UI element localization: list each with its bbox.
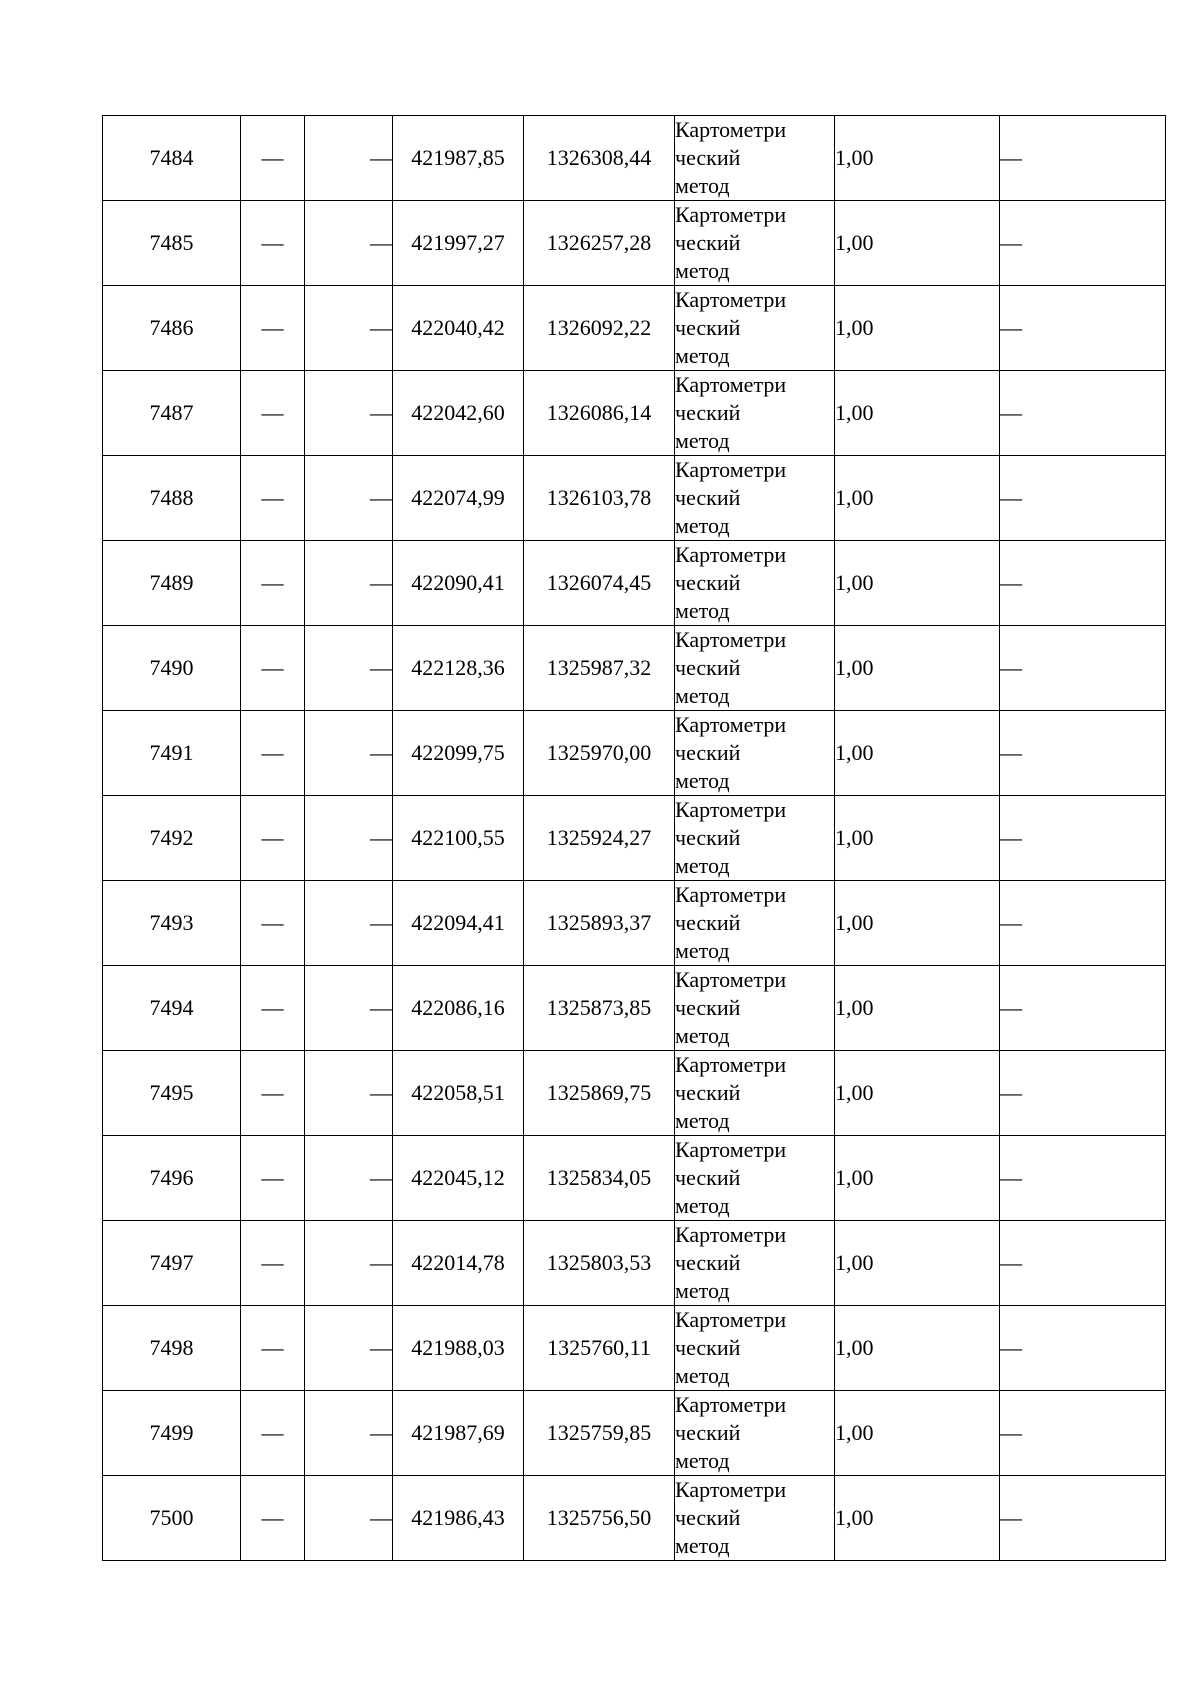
empty-dash-cell: — (241, 456, 305, 541)
accuracy-cell: 1,00 (835, 626, 1000, 711)
method-cell (675, 116, 835, 201)
empty-dash-cell: — (241, 1136, 305, 1221)
method-text-line: ческий (675, 1420, 741, 1445)
x-coordinate-cell: 422014,78 (393, 1221, 524, 1306)
y-coordinate-cell: 1325756,50 (524, 1476, 675, 1561)
empty-dash-cell: — (305, 1136, 393, 1221)
accuracy-cell: 1,00 (835, 371, 1000, 456)
empty-dash-cell: — (305, 796, 393, 881)
empty-dash-cell: — (1000, 1136, 1166, 1221)
empty-dash-cell: — (305, 286, 393, 371)
method-text-line: Картометри (675, 202, 787, 227)
method-text-line: ческий (675, 1335, 741, 1360)
point-number-cell: 7487 (103, 371, 241, 456)
empty-dash-cell: — (305, 626, 393, 711)
x-coordinate-cell: 422128,36 (393, 626, 524, 711)
method-text-line: ческий (675, 995, 741, 1020)
empty-dash-cell: — (305, 1476, 393, 1561)
method-text-line: метод (675, 258, 730, 283)
y-coordinate-cell: 1325893,37 (524, 881, 675, 966)
point-number-cell: 7490 (103, 626, 241, 711)
method-cell (675, 1051, 835, 1136)
empty-dash-cell: — (1000, 116, 1166, 201)
method-cell (675, 456, 835, 541)
accuracy-cell: 1,00 (835, 286, 1000, 371)
table-row (103, 1136, 1166, 1221)
method-text-line: ческий (675, 1165, 741, 1190)
empty-dash-cell: — (1000, 1391, 1166, 1476)
method-text-line: метод (675, 1108, 730, 1133)
method-text-line: ческий (675, 230, 741, 255)
accuracy-cell: 1,00 (835, 1391, 1000, 1476)
empty-dash-cell: — (1000, 201, 1166, 286)
table-row (103, 456, 1166, 541)
y-coordinate-cell: 1326308,44 (524, 116, 675, 201)
y-coordinate-cell: 1326092,22 (524, 286, 675, 371)
table-row (103, 201, 1166, 286)
empty-dash-cell: — (305, 1051, 393, 1136)
method-text-line: ческий (675, 740, 741, 765)
empty-dash-cell: — (1000, 966, 1166, 1051)
y-coordinate-cell: 1325924,27 (524, 796, 675, 881)
method-cell (675, 1476, 835, 1561)
method-text-line: Картометри (675, 372, 787, 397)
x-coordinate-cell: 422099,75 (393, 711, 524, 796)
method-text-line: метод (675, 853, 730, 878)
empty-dash-cell: — (1000, 881, 1166, 966)
empty-dash-cell: — (1000, 1306, 1166, 1391)
point-number-cell: 7486 (103, 286, 241, 371)
empty-dash-cell: — (1000, 796, 1166, 881)
accuracy-cell: 1,00 (835, 1306, 1000, 1391)
table-row (103, 796, 1166, 881)
empty-dash-cell: — (1000, 1476, 1166, 1561)
x-coordinate-cell: 422094,41 (393, 881, 524, 966)
x-coordinate-cell: 422090,41 (393, 541, 524, 626)
empty-dash-cell: — (241, 541, 305, 626)
method-cell (675, 286, 835, 371)
method-cell (675, 1221, 835, 1306)
y-coordinate-cell: 1325869,75 (524, 1051, 675, 1136)
accuracy-cell: 1,00 (835, 1221, 1000, 1306)
method-text-line: метод (675, 343, 730, 368)
point-number-cell: 7493 (103, 881, 241, 966)
method-cell (675, 626, 835, 711)
empty-dash-cell: — (241, 1221, 305, 1306)
accuracy-cell: 1,00 (835, 1051, 1000, 1136)
y-coordinate-cell: 1326086,14 (524, 371, 675, 456)
empty-dash-cell: — (1000, 541, 1166, 626)
method-cell (675, 201, 835, 286)
y-coordinate-cell: 1325803,53 (524, 1221, 675, 1306)
table-row (103, 626, 1166, 711)
empty-dash-cell: — (241, 371, 305, 456)
point-number-cell: 7485 (103, 201, 241, 286)
point-number-cell: 7491 (103, 711, 241, 796)
y-coordinate-cell: 1325970,00 (524, 711, 675, 796)
method-cell (675, 371, 835, 456)
method-cell (675, 541, 835, 626)
empty-dash-cell: — (1000, 711, 1166, 796)
x-coordinate-cell: 422086,16 (393, 966, 524, 1051)
point-number-cell: 7496 (103, 1136, 241, 1221)
x-coordinate-cell: 421986,43 (393, 1476, 524, 1561)
x-coordinate-cell: 421988,03 (393, 1306, 524, 1391)
method-cell (675, 711, 835, 796)
method-text-line: ческий (675, 400, 741, 425)
empty-dash-cell: — (305, 1221, 393, 1306)
empty-dash-cell: — (305, 711, 393, 796)
table-row (103, 1051, 1166, 1136)
method-text-line: ческий (675, 570, 741, 595)
method-text-line: Картометри (675, 117, 787, 142)
accuracy-cell: 1,00 (835, 201, 1000, 286)
point-number-cell: 7492 (103, 796, 241, 881)
empty-dash-cell: — (1000, 1221, 1166, 1306)
method-text-line: ческий (675, 315, 741, 340)
method-text-line: ческий (675, 485, 741, 510)
empty-dash-cell: — (305, 456, 393, 541)
empty-dash-cell: — (1000, 456, 1166, 541)
y-coordinate-cell: 1325873,85 (524, 966, 675, 1051)
empty-dash-cell: — (305, 1306, 393, 1391)
accuracy-cell: 1,00 (835, 966, 1000, 1051)
y-coordinate-cell: 1325760,11 (524, 1306, 675, 1391)
method-text-line: метод (675, 1533, 730, 1558)
method-text-line: Картометри (675, 1137, 787, 1162)
method-text-line: Картометри (675, 967, 787, 992)
empty-dash-cell: — (241, 1051, 305, 1136)
method-text-line: метод (675, 1023, 730, 1048)
empty-dash-cell: — (241, 711, 305, 796)
method-text-line: Картометри (675, 1052, 787, 1077)
empty-dash-cell: — (305, 966, 393, 1051)
table-row (103, 371, 1166, 456)
method-text-line: ческий (675, 910, 741, 935)
empty-dash-cell: — (241, 796, 305, 881)
method-text-line: Картометри (675, 542, 787, 567)
method-cell (675, 796, 835, 881)
empty-dash-cell: — (241, 201, 305, 286)
table-row (103, 1221, 1166, 1306)
method-text-line: Картометри (675, 627, 787, 652)
point-number-cell: 7494 (103, 966, 241, 1051)
table-row (103, 1476, 1166, 1561)
method-text-line: метод (675, 1278, 730, 1303)
x-coordinate-cell: 421987,85 (393, 116, 524, 201)
method-cell (675, 1391, 835, 1476)
empty-dash-cell: — (241, 1476, 305, 1561)
empty-dash-cell: — (305, 541, 393, 626)
x-coordinate-cell: 421997,27 (393, 201, 524, 286)
point-number-cell: 7495 (103, 1051, 241, 1136)
table-row (103, 881, 1166, 966)
y-coordinate-cell: 1326074,45 (524, 541, 675, 626)
empty-dash-cell: — (1000, 286, 1166, 371)
accuracy-cell: 1,00 (835, 456, 1000, 541)
empty-dash-cell: — (305, 1391, 393, 1476)
point-number-cell: 7484 (103, 116, 241, 201)
table-row (103, 541, 1166, 626)
y-coordinate-cell: 1325834,05 (524, 1136, 675, 1221)
method-text-line: метод (675, 768, 730, 793)
method-text-line: Картометри (675, 712, 787, 737)
empty-dash-cell: — (241, 286, 305, 371)
table-row (103, 711, 1166, 796)
empty-dash-cell: — (1000, 626, 1166, 711)
x-coordinate-cell: 422100,55 (393, 796, 524, 881)
accuracy-cell: 1,00 (835, 1476, 1000, 1561)
method-text-line: Картометри (675, 1307, 787, 1332)
table-row (103, 1306, 1166, 1391)
table-row (103, 286, 1166, 371)
method-text-line: Картометри (675, 1477, 787, 1502)
method-text-line: Картометри (675, 1222, 787, 1247)
method-text-line: метод (675, 598, 730, 623)
accuracy-cell: 1,00 (835, 711, 1000, 796)
accuracy-cell: 1,00 (835, 116, 1000, 201)
table-row (103, 966, 1166, 1051)
method-text-line: метод (675, 938, 730, 963)
y-coordinate-cell: 1326257,28 (524, 201, 675, 286)
method-text-line: Картометри (675, 882, 787, 907)
point-number-cell: 7498 (103, 1306, 241, 1391)
y-coordinate-cell: 1325759,85 (524, 1391, 675, 1476)
table-row (103, 1391, 1166, 1476)
empty-dash-cell: — (1000, 371, 1166, 456)
point-number-cell: 7497 (103, 1221, 241, 1306)
point-number-cell: 7500 (103, 1476, 241, 1561)
empty-dash-cell: — (305, 371, 393, 456)
empty-dash-cell: — (241, 1306, 305, 1391)
empty-dash-cell: — (241, 966, 305, 1051)
table-body (103, 116, 1166, 1561)
y-coordinate-cell: 1326103,78 (524, 456, 675, 541)
method-text-line: ческий (675, 1080, 741, 1105)
x-coordinate-cell: 422074,99 (393, 456, 524, 541)
accuracy-cell: 1,00 (835, 881, 1000, 966)
x-coordinate-cell: 422045,12 (393, 1136, 524, 1221)
method-text-line: ческий (675, 655, 741, 680)
point-number-cell: 7489 (103, 541, 241, 626)
x-coordinate-cell: 421987,69 (393, 1391, 524, 1476)
x-coordinate-cell: 422040,42 (393, 286, 524, 371)
method-text-line: ческий (675, 1250, 741, 1275)
method-text-line: ческий (675, 145, 741, 170)
empty-dash-cell: — (241, 1391, 305, 1476)
empty-dash-cell: — (305, 116, 393, 201)
y-coordinate-cell: 1325987,32 (524, 626, 675, 711)
method-text-line: метод (675, 513, 730, 538)
method-text-line: Картометри (675, 1392, 787, 1417)
method-text-line: метод (675, 683, 730, 708)
method-text-line: Картометри (675, 457, 787, 482)
x-coordinate-cell: 422042,60 (393, 371, 524, 456)
accuracy-cell: 1,00 (835, 796, 1000, 881)
method-text-line: Картометри (675, 797, 787, 822)
method-text-line: метод (675, 1448, 730, 1473)
accuracy-cell: 1,00 (835, 1136, 1000, 1221)
method-text-line: ческий (675, 825, 741, 850)
method-cell (675, 1136, 835, 1221)
accuracy-cell: 1,00 (835, 541, 1000, 626)
point-number-cell: 7499 (103, 1391, 241, 1476)
empty-dash-cell: — (241, 881, 305, 966)
method-text-line: метод (675, 1363, 730, 1388)
method-cell (675, 881, 835, 966)
coordinates-table (102, 115, 1166, 1561)
method-cell (675, 966, 835, 1051)
empty-dash-cell: — (305, 201, 393, 286)
method-cell (675, 1306, 835, 1391)
empty-dash-cell: — (241, 116, 305, 201)
point-number-cell: 7488 (103, 456, 241, 541)
x-coordinate-cell: 422058,51 (393, 1051, 524, 1136)
empty-dash-cell: — (241, 626, 305, 711)
empty-dash-cell: — (1000, 1051, 1166, 1136)
method-text-line: метод (675, 1193, 730, 1218)
method-text-line: Картометри (675, 287, 787, 312)
table-row (103, 116, 1166, 201)
method-text-line: метод (675, 173, 730, 198)
method-text-line: ческий (675, 1505, 741, 1530)
empty-dash-cell: — (305, 881, 393, 966)
method-text-line: метод (675, 428, 730, 453)
